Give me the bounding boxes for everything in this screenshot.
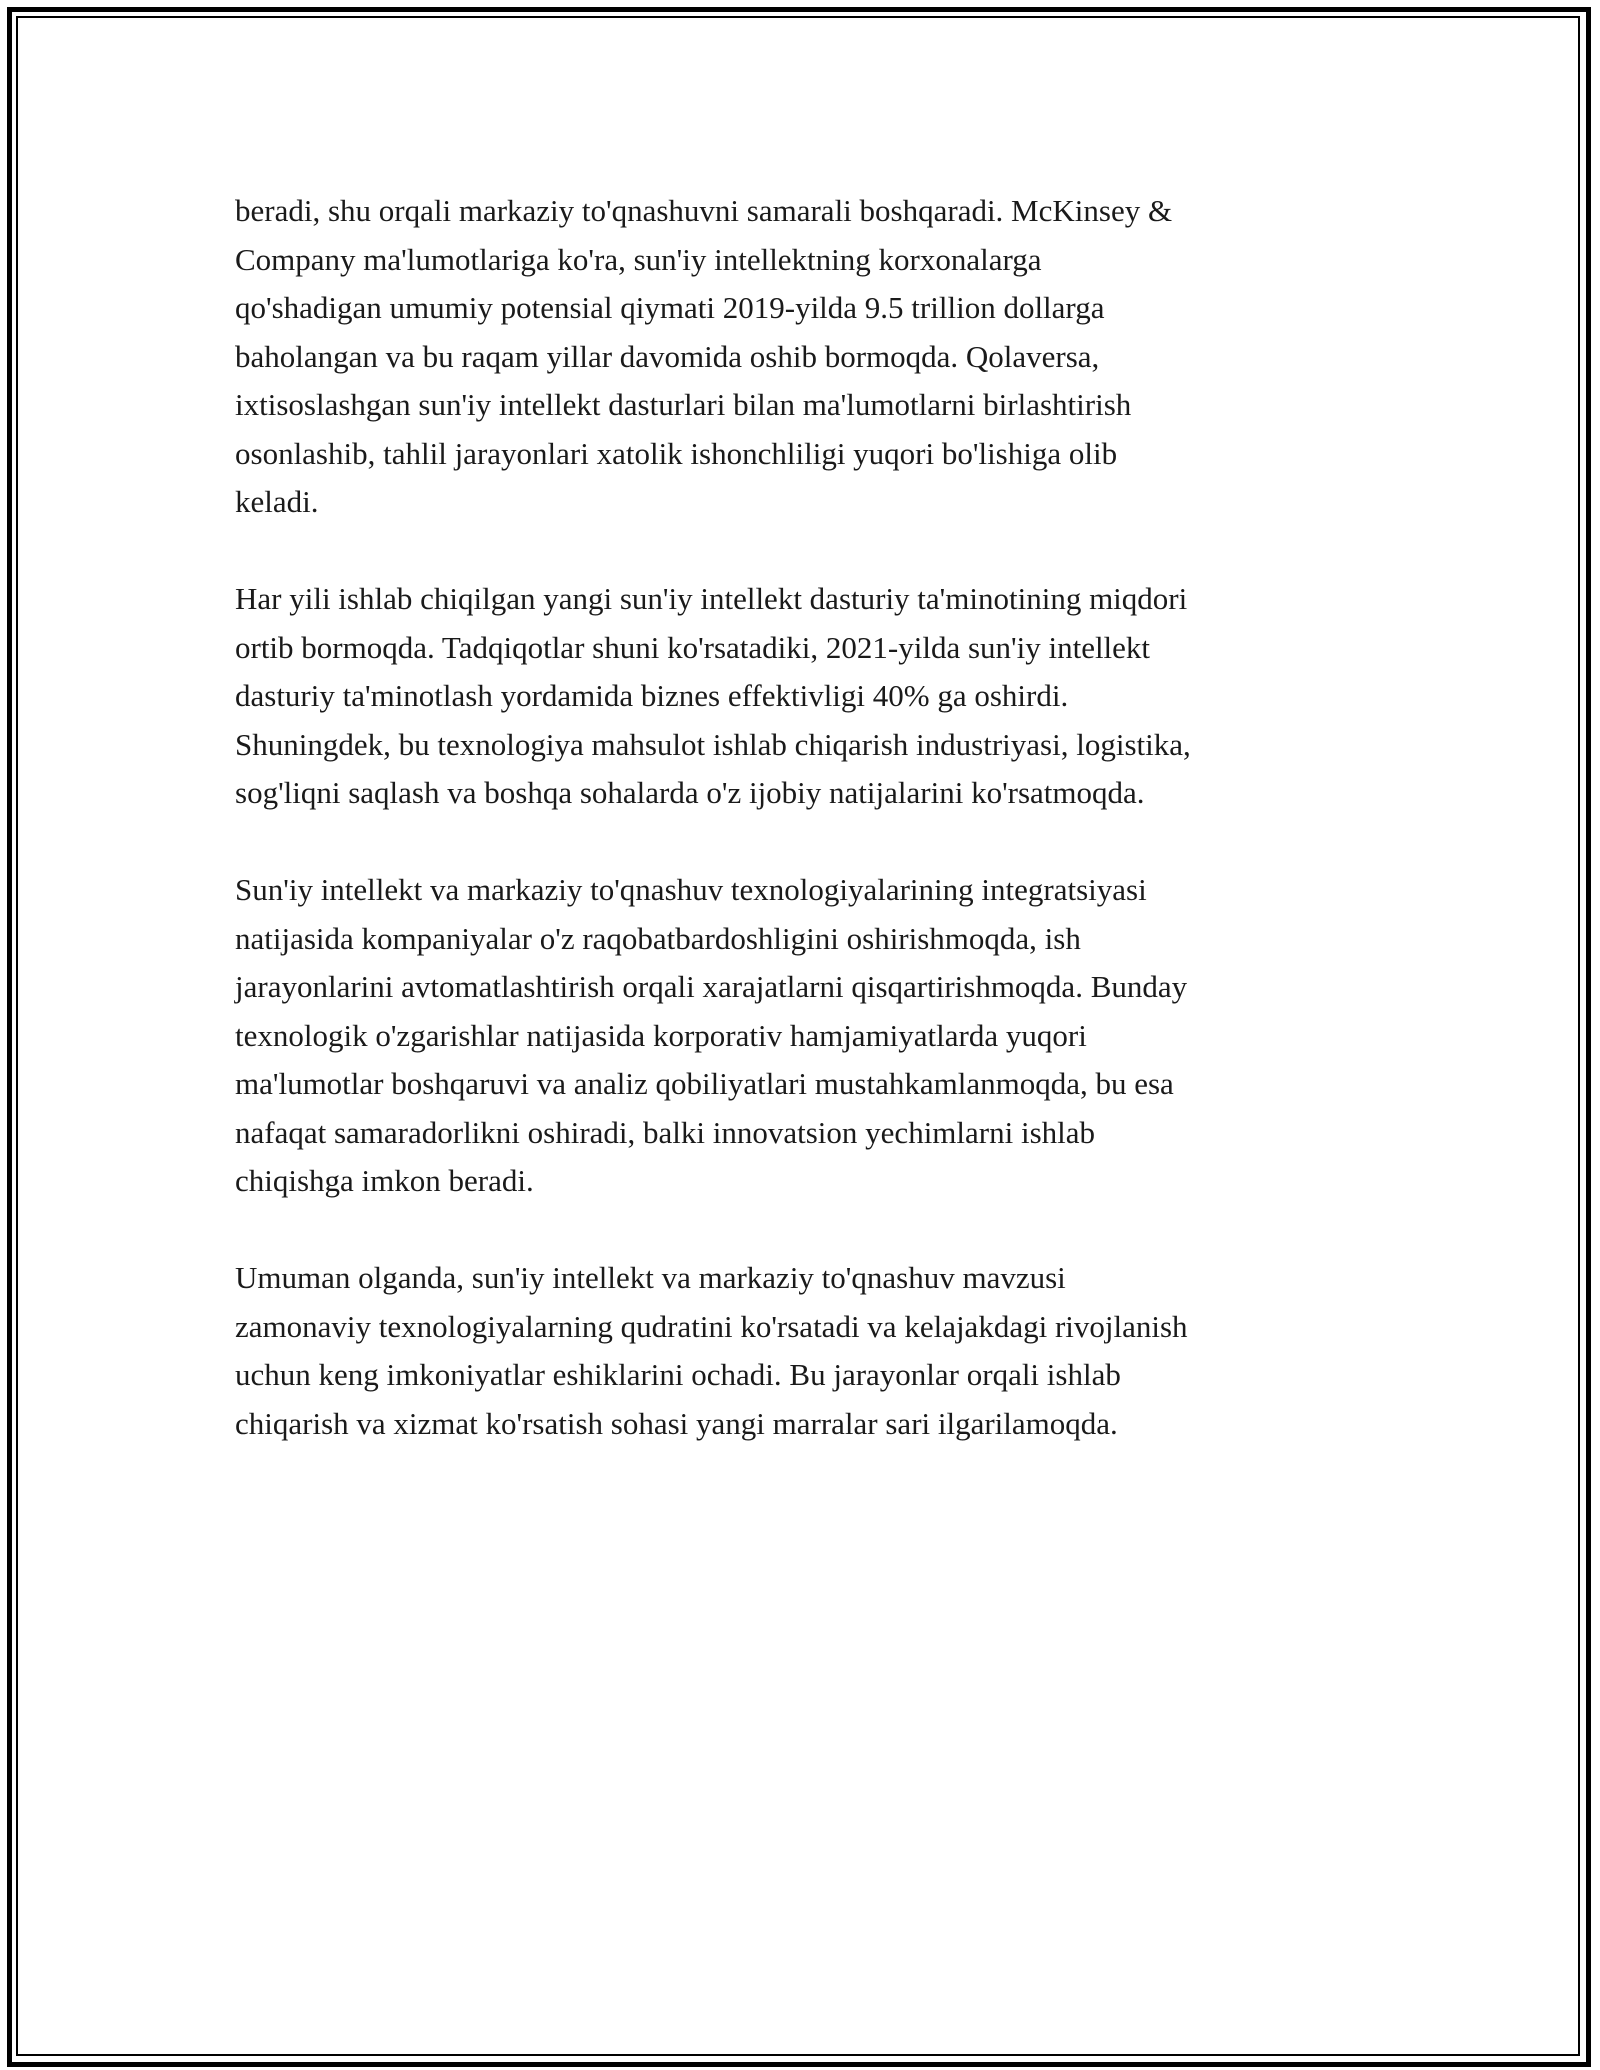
paragraph-1: beradi, shu orqali markaziy to'qnashuvni samarali boshqaradi. McKinsey & Company ma'lumotlariga ko'ra, sun'iy intellektning korxonalarga qo'shadigan umumiy potensial qiymati 2019-yilda 9.5 trillion dollarga baholangan va bu raqam yillar davomida oshib bormoqda. Qolaversa, ixtisoslashgan sun'iy intellekt dasturlari bilan ma'lumotlarni birlashtirish osonlashib, tahlil jarayonlari xatolik ishonchliligi yuqori bo'lishiga olib keladi. bbox=[235, 193, 1173, 519]
paragraph-3: Sun'iy intellekt va markaziy to'qnashuv texnologiyalarining integratsiyasi natijasida kompaniyalar o'z raqobatbardoshligini oshirishmoqda, ish jarayonlarini avtomatlashtirish orqali xarajatlarni qisqartirishmoqda. Bunday texnologik o'zgarishlar natijasida korporativ hamjamiyatlarda yuqori ma'lumotlar boshqaruvi va analiz qobiliyatlari mustahkamlanmoqda, bu esa nafaqat samaradorlikni oshiradi, balki innovatsion yechimlarni ishlab chiqishga imkon beradi. bbox=[235, 872, 1188, 1198]
document-body bbox=[235, 187, 1385, 1497]
paragraph-2: Har yili ishlab chiqilgan yangi sun'iy intellekt dasturiy ta'minotining miqdori ortib bormoqda. Tadqiqotlar shuni ko'rsatadiki, 2021-yilda sun'iy intellekt dasturiy ta'minotlash yordamida biznes effektivligi 40% ga oshirdi. Shuningdek, bu texnologiya mahsulot ishlab chiqarish industriyasi, logistika, sog'liqni saqlash va boshqa sohalarda o'z ijobiy natijalarini ko'rsatmoqda. bbox=[235, 581, 1191, 810]
paragraph-4: Umuman olganda, sun'iy intellekt va markaziy to'qnashuv mavzusi zamonaviy texnologiyalarning qudratini ko'rsatadi va kelajakdagi rivojlanish uchun keng imkoniyatlar eshiklarini ochadi. Bu jarayonlar orqali ishlab chiqarish va xizmat ko'rsatish sohasi yangi marralar sari ilgarilamoqda. bbox=[235, 1260, 1188, 1441]
